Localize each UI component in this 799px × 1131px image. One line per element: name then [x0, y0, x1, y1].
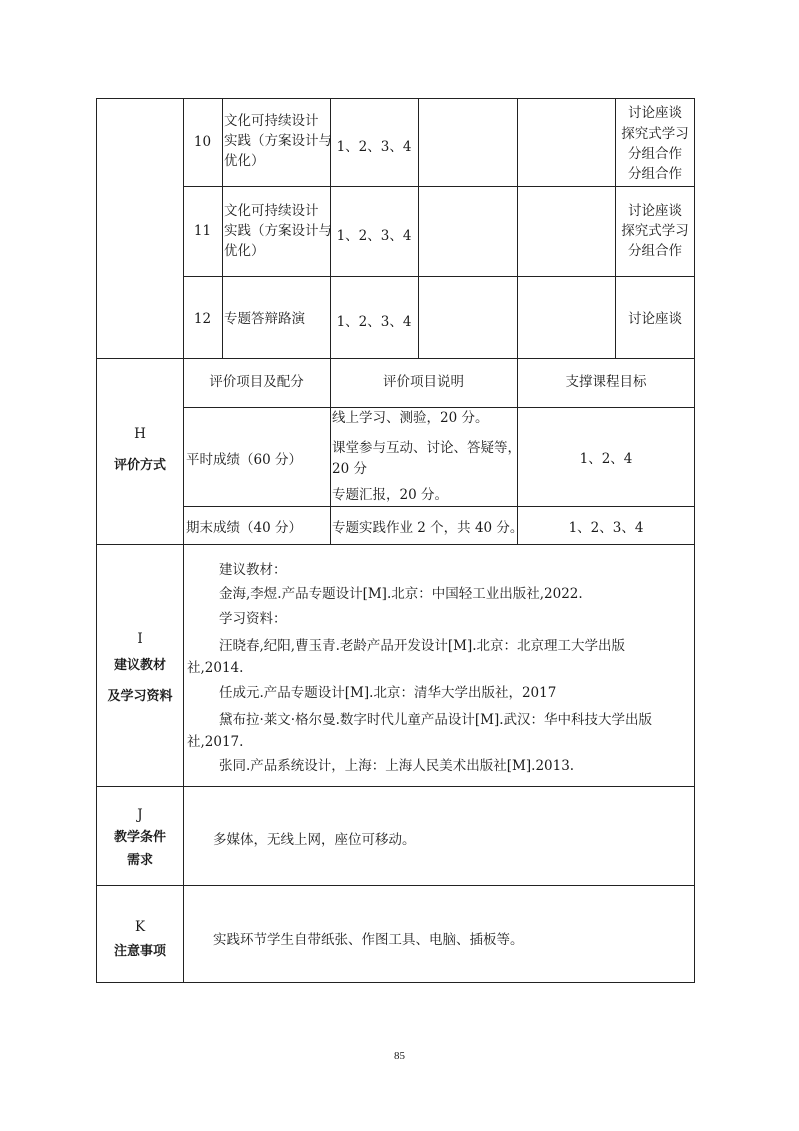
row-goals: 1、2、3、4: [336, 314, 412, 330]
row-content: 优化）: [224, 153, 265, 169]
section-letter: J: [137, 807, 143, 823]
materials-line: 社,2017.: [187, 734, 244, 750]
row-number: 11: [193, 223, 212, 239]
eval-desc: 专题实践作业 2 个，共 40 分。: [332, 520, 524, 536]
eval-goals: 1、2、3、4: [568, 520, 644, 536]
eval-goals: 1、2、4: [579, 451, 633, 467]
row-method: 分组合作: [628, 166, 682, 182]
row-method: 讨论座谈: [628, 105, 682, 121]
col-divider: [517, 99, 518, 545]
materials-line: 社,2014.: [187, 660, 244, 676]
row-content: 实践（方案设计与: [224, 133, 332, 149]
row-number: 10: [193, 134, 212, 150]
course-table: [96, 98, 695, 983]
materials-line: 汪晓春,纪阳,曹玉青.老龄产品开发设计[M].北京：北京理工大学出版: [219, 638, 626, 654]
section-title: 注意事项: [113, 944, 166, 959]
materials-line: 张同.产品系统设计，上海：上海人民美术出版社[M].2013.: [219, 758, 575, 774]
col-divider: [222, 99, 223, 359]
section-title: 评价方式: [113, 458, 166, 473]
eval-item: 期末成绩（40 分）: [186, 520, 302, 536]
row-divider: [183, 276, 695, 277]
section-divider: [97, 544, 695, 545]
materials-line: 金海,李煜.产品专题设计[M].北京：中国轻工业出版社,2022.: [219, 586, 583, 602]
row-method: 讨论座谈: [628, 203, 682, 219]
row-method: 分组合作: [628, 243, 682, 259]
conditions-text: 多媒体，无线上网，座位可移动。: [213, 832, 416, 848]
section-divider: [97, 358, 695, 359]
row-divider: [183, 506, 695, 507]
row-divider: [183, 186, 695, 187]
section-title: 教学条件: [113, 830, 166, 845]
eval-item: 平时成绩（60 分）: [186, 452, 302, 468]
row-number: 12: [193, 311, 212, 327]
eval-desc: 线上学习、测验，20 分。: [332, 410, 489, 426]
materials-line: 任成元.产品专题设计[M].北京：清华大学出版社，2017: [219, 685, 557, 701]
materials-line: 学习资料：: [219, 611, 287, 627]
section-letter: I: [137, 631, 143, 647]
row-content: 专题答辩路演: [224, 311, 305, 327]
row-method: 探究式学习: [621, 223, 689, 239]
section-title: 建议教材: [113, 658, 166, 673]
row-method: 讨论座谈: [628, 311, 682, 327]
section-divider: [97, 885, 695, 886]
row-content: 优化）: [224, 243, 265, 259]
eval-desc: 20 分: [332, 461, 367, 477]
eval-desc: 专题汇报，20 分。: [332, 487, 448, 503]
section-divider: [97, 786, 695, 787]
notes-text: 实践环节学生自带纸张、作图工具、电脑、插板等。: [213, 932, 524, 948]
eval-header: 评价项目说明: [383, 374, 464, 390]
materials-line: 建议教材：: [219, 562, 287, 578]
row-method: 分组合作: [628, 146, 682, 162]
section-letter: H: [134, 426, 146, 442]
section-letter: K: [134, 919, 146, 935]
row-goals: 1、2、3、4: [336, 139, 412, 155]
row-goals: 1、2、3、4: [336, 228, 412, 244]
col-divider: [418, 99, 419, 359]
section-title: 需求: [126, 853, 153, 868]
eval-header: 支撑课程目标: [565, 374, 647, 390]
eval-header: 评价项目及配分: [209, 374, 304, 390]
eval-desc: 课堂参与互动、讨论、答疑等，: [332, 440, 521, 456]
row-content: 文化可持续设计: [224, 203, 319, 219]
row-method: 探究式学习: [621, 126, 689, 142]
section-title: 及学习资料: [107, 689, 173, 704]
row-content: 文化可持续设计: [224, 113, 319, 129]
row-content: 实践（方案设计与: [224, 223, 332, 239]
page-number: 85: [394, 1050, 405, 1062]
materials-line: 黛布拉·莱文·格尔曼.数字时代儿童产品设计[M].武汉：华中科技大学出版: [219, 712, 653, 728]
